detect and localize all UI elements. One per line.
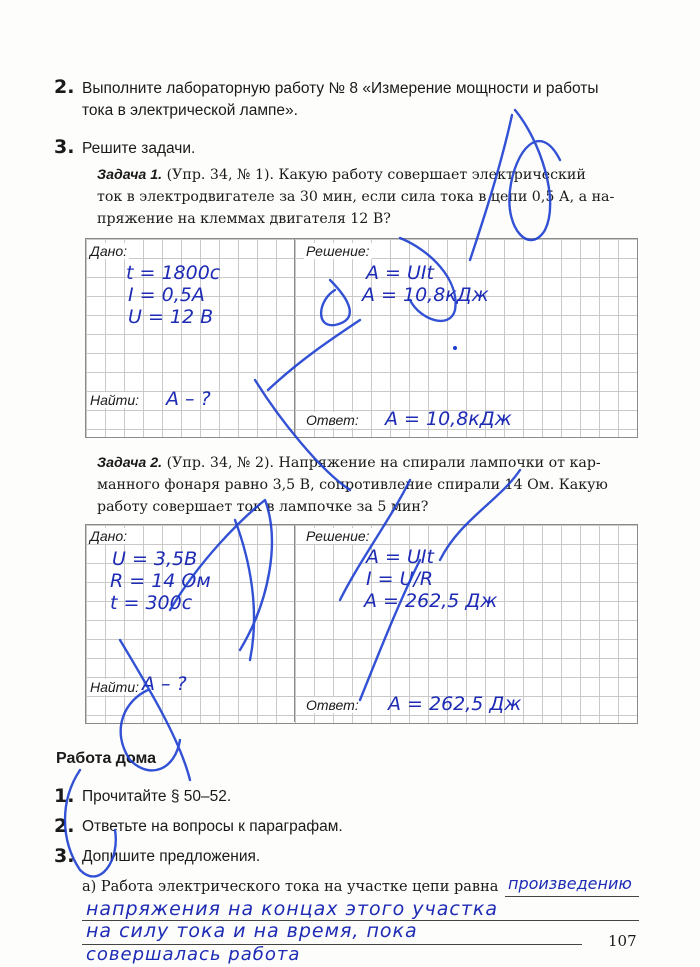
task-2-solution-current: I = U/R xyxy=(366,568,434,590)
task-1-divider xyxy=(294,238,295,436)
item-2-line1: Выполните лабораторную работу № 8 «Измерение мощности и работы xyxy=(82,80,599,97)
handwriting-line-4: совершалась работа xyxy=(86,944,301,965)
task-2-find-label: Найти: xyxy=(90,679,140,695)
task-2-line1: (Упр. 34, № 2). Напряжение на спирали лампочки от кар- xyxy=(162,455,601,471)
task-2-answer-label: Ответ: xyxy=(306,697,359,713)
homework-item-3-text: Допишите предложения. xyxy=(82,848,261,865)
task-2-solution-result: A = 262,5 Дж xyxy=(364,590,498,612)
task-2-label: Задача 2. xyxy=(97,455,163,471)
handwriting-line-1: произведению xyxy=(508,874,632,893)
task-2-answer-value: A = 262,5 Дж xyxy=(388,693,522,715)
task-1-find-value: A – ? xyxy=(166,388,211,410)
homework-item-3-number: 3. xyxy=(54,845,75,867)
task-1-given-t: t = 1800с xyxy=(126,262,221,284)
task-1-given-i: I = 0,5A xyxy=(128,284,205,306)
homework-item-1-number: 1. xyxy=(54,785,75,807)
task-1-answer-label: Ответ: xyxy=(306,412,359,428)
homework-sentence-a: а) Работа электрического тока на участке цепи равна xyxy=(82,879,499,895)
task-1-solution-result: A = 10,8кДж xyxy=(362,284,489,306)
task-2-given-r: R = 14 Ом xyxy=(110,570,211,592)
task-2-line3: работу совершает ток в лампочке за 5 мин? xyxy=(97,499,429,515)
task-1-given-u: U = 12 В xyxy=(128,306,214,328)
task-1-solution-label: Решение: xyxy=(306,243,370,259)
task-2-solution-formula: A = UIt xyxy=(366,546,434,568)
task-2-solution-label: Решение: xyxy=(306,528,370,544)
task-2-divider xyxy=(294,524,295,722)
item-3-text: Решите задачи. xyxy=(82,140,196,157)
homework-item-2-text: Ответьте на вопросы к параграфам. xyxy=(82,818,343,835)
homework-item-2-number: 2. xyxy=(54,815,75,837)
task-1-line3: пряжение на клеммах двигателя 12 В? xyxy=(97,211,391,227)
task-2-line2: манного фонаря равно 3,5 В, сопротивление спирали 14 Ом. Какую xyxy=(97,477,608,493)
task-2-given-label: Дано: xyxy=(90,528,128,544)
answer-line-1 xyxy=(505,896,639,897)
task-1-answer-value: A = 10,8кДж xyxy=(385,408,512,430)
homework-item-1-text: Прочитайте § 50–52. xyxy=(82,788,232,805)
item-2-number: 2. xyxy=(54,76,75,98)
task-2-given-t: t = 300с xyxy=(110,592,193,614)
item-3-number: 3. xyxy=(54,136,75,158)
task-1-given-label: Дано: xyxy=(90,243,128,259)
task-1-line2: ток в электродвигателе за 30 мин, если сила тока в цепи 0,5 А, а на- xyxy=(97,189,615,205)
item-2-line2: тока в электрической лампе». xyxy=(82,102,298,119)
item-2-text xyxy=(82,78,642,122)
page-number: 107 xyxy=(608,932,637,950)
task-2-given-u: U = 3,5В xyxy=(112,548,198,570)
task-1-text xyxy=(97,164,637,230)
task-1-label: Задача 1. xyxy=(97,167,163,183)
homework-title: Работа дома xyxy=(56,750,157,767)
task-2-text xyxy=(97,452,637,518)
handwriting-line-3: на силу тока и на время, пока xyxy=(86,920,418,942)
task-1-solution-formula: A = UIt xyxy=(366,262,434,284)
task-1-line1: (Упр. 34, № 1). Какую работу совершает электрический xyxy=(162,167,586,183)
task-1-find-label: Найти: xyxy=(90,392,140,408)
task-2-find-value: A – ? xyxy=(142,673,187,695)
handwriting-line-2: напряжения на концах этого участка xyxy=(86,898,499,920)
